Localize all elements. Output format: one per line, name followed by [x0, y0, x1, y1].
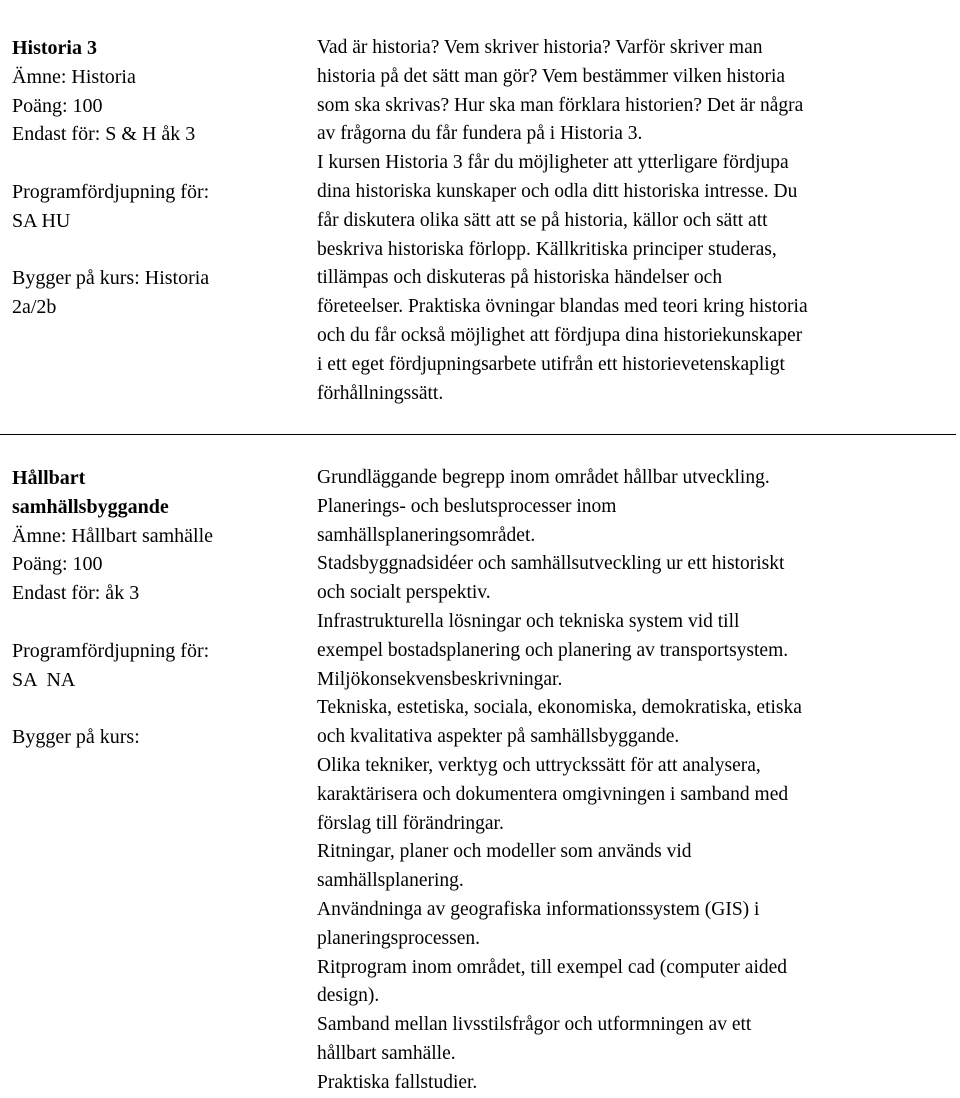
course-title-line: Hållbart: [12, 467, 86, 489]
course-points: Poäng: 100: [12, 94, 103, 117]
course-only-for: Endast för: åk 3: [12, 582, 140, 605]
builds-on-line: 2a/2b: [12, 296, 57, 319]
description-line: karaktärisera och dokumentera omgivningen i samband med: [317, 783, 789, 805]
description-line: Ritprogram inom området, till exempel cad (computer aided: [317, 956, 788, 978]
description-line: historia på det sätt man gör? Vem bestämmer vilken historia: [317, 65, 786, 87]
course-points: Poäng: 100: [12, 553, 103, 576]
builds-on-line: Bygger på kurs:: [12, 726, 140, 749]
description-line: dina historiska kunskaper och odla ditt historiska intresse. Du: [317, 180, 798, 202]
description-line: Stadsbyggnadsidéer och samhällsutveckling ur ett historiskt: [317, 553, 785, 575]
description-line: i ett eget fördjupningsarbete utifrån ett historievetenskapligt: [317, 353, 785, 375]
description-line: Samband mellan livsstilsfrågor och utformningen av ett: [317, 1014, 752, 1036]
description-line: design).: [317, 985, 380, 1007]
description-line: Olika tekniker, verktyg och uttryckssätt för att analysera,: [317, 754, 761, 776]
builds-on-line: Bygger på kurs: Historia: [12, 267, 210, 290]
course-meta: [12, 464, 302, 752]
description-line: samhällsplanering.: [317, 870, 464, 892]
description-line: Miljökonsekvensbeskrivningar.: [317, 668, 563, 690]
description-line: förslag till förändringar.: [317, 812, 504, 834]
description-line: får diskutera olika sätt att se på historia, källor och sätt att: [317, 209, 768, 231]
course-title: Historia 3: [12, 37, 97, 59]
description-line: I kursen Historia 3 får du möjligheter att ytterligare fördjupa: [317, 152, 789, 174]
description-line: som ska skrivas? Hur ska man förklara historien? Det är några: [317, 94, 804, 116]
description-line: beskriva historiska förlopp. Källkritiska principer studeras,: [317, 238, 777, 260]
program-label: Programfördjupning för:: [12, 639, 210, 662]
course-subject: Ämne: Hållbart samhälle: [12, 524, 214, 547]
program-value: SA HU: [12, 209, 71, 232]
description-line: Användninga av geografiska informationssystem (GIS) i: [317, 898, 760, 920]
description-line: samhällsplaneringsområdet.: [317, 524, 536, 546]
course-title-line: samhällsbyggande: [12, 495, 169, 518]
course-description: [317, 464, 952, 1098]
description-line: Planerings- och beslutsprocesser inom: [317, 495, 617, 517]
description-line: företeelser. Praktiska övningar blandas med teori kring historia: [317, 296, 808, 318]
description-line: Infrastrukturella lösningar och tekniska system vid till: [317, 610, 740, 632]
description-line: och kvalitativa aspekter på samhällsbyggande.: [317, 726, 680, 748]
description-line: Ritningar, planer och modeller som används vid: [317, 841, 692, 863]
program-value: SA NA: [12, 668, 76, 691]
course-only-for: Endast för: S & H åk 3: [12, 123, 196, 146]
description-line: och du får också möjlighet att fördjupa dina historiekunskaper: [317, 324, 803, 346]
description-line: exempel bostadsplanering och planering av transportsystem.: [317, 639, 789, 661]
description-line: av frågorna du får fundera på i Historia 3.: [317, 123, 643, 145]
description-line: planeringsprocessen.: [317, 927, 480, 949]
description-line: och socialt perspektiv.: [317, 582, 491, 604]
description-line: Tekniska, estetiska, sociala, ekonomiska, demokratiska, etiska: [317, 697, 802, 719]
description-line: Vad är historia? Vem skriver historia? Varför skriver man: [317, 37, 763, 58]
description-line: tillämpas och diskuteras på historiska händelser och: [317, 267, 723, 289]
description-line: förhållningssätt.: [317, 382, 444, 404]
description-line: Praktiska fallstudier.: [317, 1071, 478, 1093]
course-description: [317, 34, 952, 408]
description-line: hållbart samhälle.: [317, 1042, 456, 1064]
program-label: Programfördjupning för:: [12, 180, 210, 203]
description-line: Grundläggande begrepp inom området hållbar utveckling.: [317, 467, 770, 488]
course-meta: [12, 34, 302, 322]
section-divider: [0, 434, 956, 435]
course-subject: Ämne: Historia: [12, 65, 136, 88]
